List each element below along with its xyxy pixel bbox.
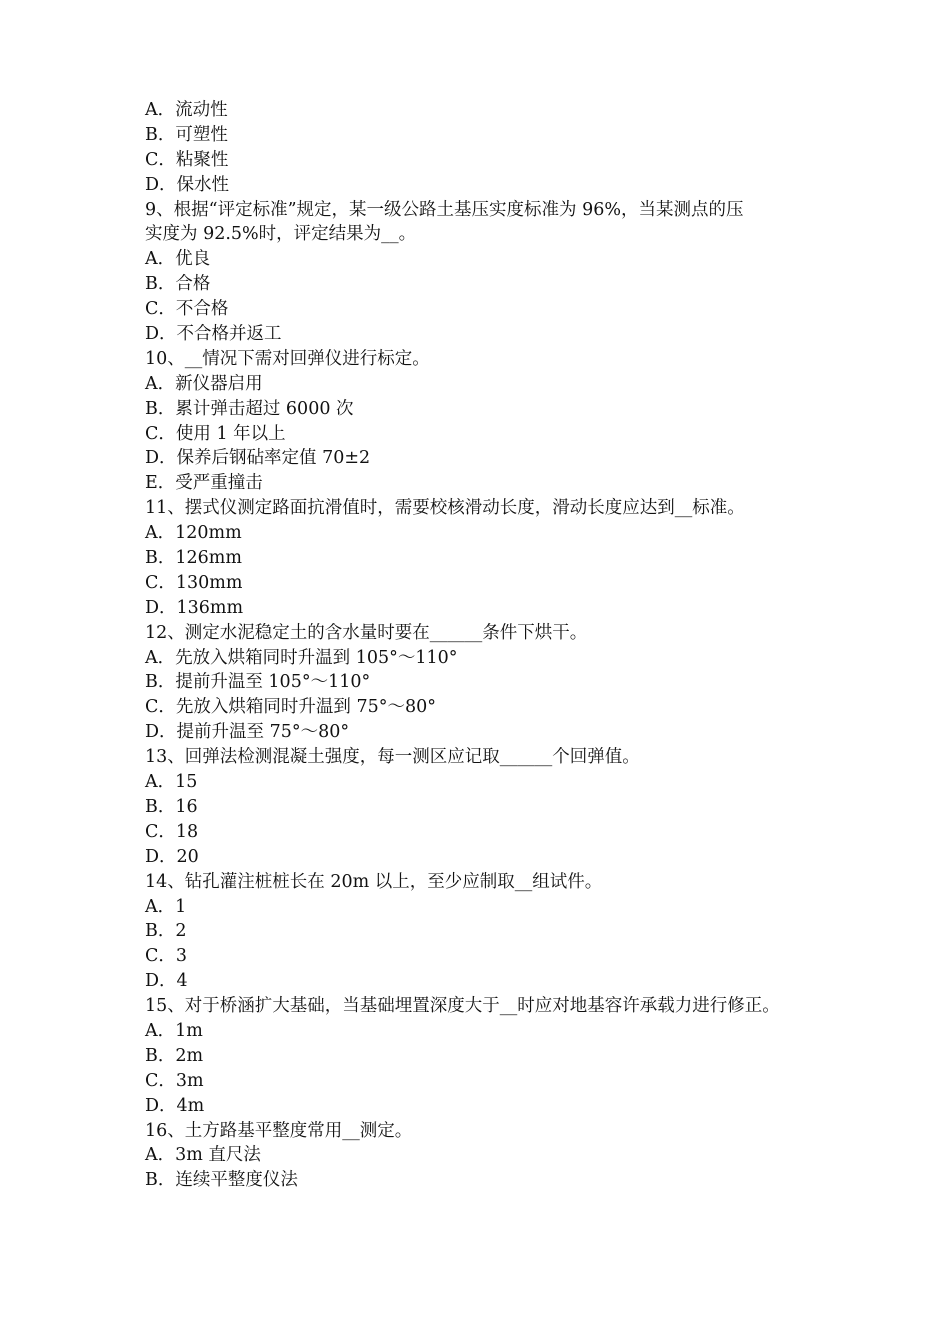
option-b-line: B．连续平整度仪法 xyxy=(145,1170,298,1191)
question-9-line-1: 9、根据“评定标准”规定，某一级公路土基压实度标准为 96%，当某测点的压 xyxy=(145,199,744,220)
option-c-line: C．3m xyxy=(145,1070,204,1091)
option-a-line: A．120mm xyxy=(145,523,242,544)
option-b-line: B．合格 xyxy=(145,274,211,295)
option-a-line: A．新仪器启用 xyxy=(145,373,263,394)
option-a-line: A．流动性 xyxy=(145,100,228,120)
option-a-line: A．3m 直尺法 xyxy=(145,1145,261,1166)
option-b-line: B．2m xyxy=(145,1045,204,1066)
question-12: 12、测定水泥稳定土的含水量时要在______条件下烘干。 xyxy=(145,622,588,643)
option-c-line: C．不合格 xyxy=(145,299,229,320)
question-13: 13、回弹法检测混凝土强度，每一测区应记取______个回弹值。 xyxy=(145,747,640,768)
option-d-line: D．不合格并返工 xyxy=(145,324,282,345)
option-d-line: D．保养后钢砧率定值 70±2 xyxy=(145,448,371,469)
option-d-line: D．保水性 xyxy=(145,174,230,195)
question-11: 11、摆式仪测定路面抗滑值时，需要校核滑动长度，滑动长度应达到__标准。 xyxy=(145,498,745,519)
option-c-line: C．使用 1 年以上 xyxy=(145,423,286,444)
option-b-line: B．126mm xyxy=(145,548,242,569)
option-c-line: C．粘聚性 xyxy=(145,149,229,170)
option-d-line: D．提前升温至 75°～80° xyxy=(145,722,350,743)
option-c-line: C．18 xyxy=(145,821,199,842)
question-16: 16、土方路基平整度常用__测定。 xyxy=(145,1120,413,1141)
option-a-line: A．1m xyxy=(145,1020,203,1041)
option-b-line: B．可塑性 xyxy=(145,124,228,145)
option-d-line: D．4m xyxy=(145,1095,205,1116)
option-a-line: A．先放入烘箱同时升温到 105°～110° xyxy=(145,647,458,668)
option-b-line: B．累计弹击超过 6000 次 xyxy=(145,398,354,419)
option-b-line: B．16 xyxy=(145,796,198,817)
option-c-line: C．130mm xyxy=(145,572,243,593)
option-d-line: D．136mm xyxy=(145,597,244,618)
question-9-line-2: 实度为 92.5%时，评定结果为__。 xyxy=(145,224,417,245)
option-d-line: D．20 xyxy=(145,846,199,867)
option-b-line: B．2 xyxy=(145,921,187,942)
question-14: 14、钻孔灌注桩桩长在 20m 以上，至少应制取__组试件。 xyxy=(145,871,603,892)
option-a-line: A．1 xyxy=(145,896,187,917)
option-a-line: A．15 xyxy=(145,772,198,793)
option-c-line: C．3 xyxy=(145,946,188,967)
option-d-line: D．4 xyxy=(145,971,188,992)
option-e-line: E．受严重撞击 xyxy=(145,473,263,494)
option-b-line: B．提前升温至 105°～110° xyxy=(145,672,371,693)
option-c-line: C．先放入烘箱同时升温到 75°～80° xyxy=(145,697,436,718)
question-10: 10、__情况下需对回弹仪进行标定。 xyxy=(145,348,430,369)
option-a-line: A．优良 xyxy=(145,249,211,270)
question-15: 15、对于桥涵扩大基础，当基础埋置深度大于__时应对地基容许承载力进行修正。 xyxy=(145,996,780,1017)
document-page xyxy=(145,98,815,1193)
